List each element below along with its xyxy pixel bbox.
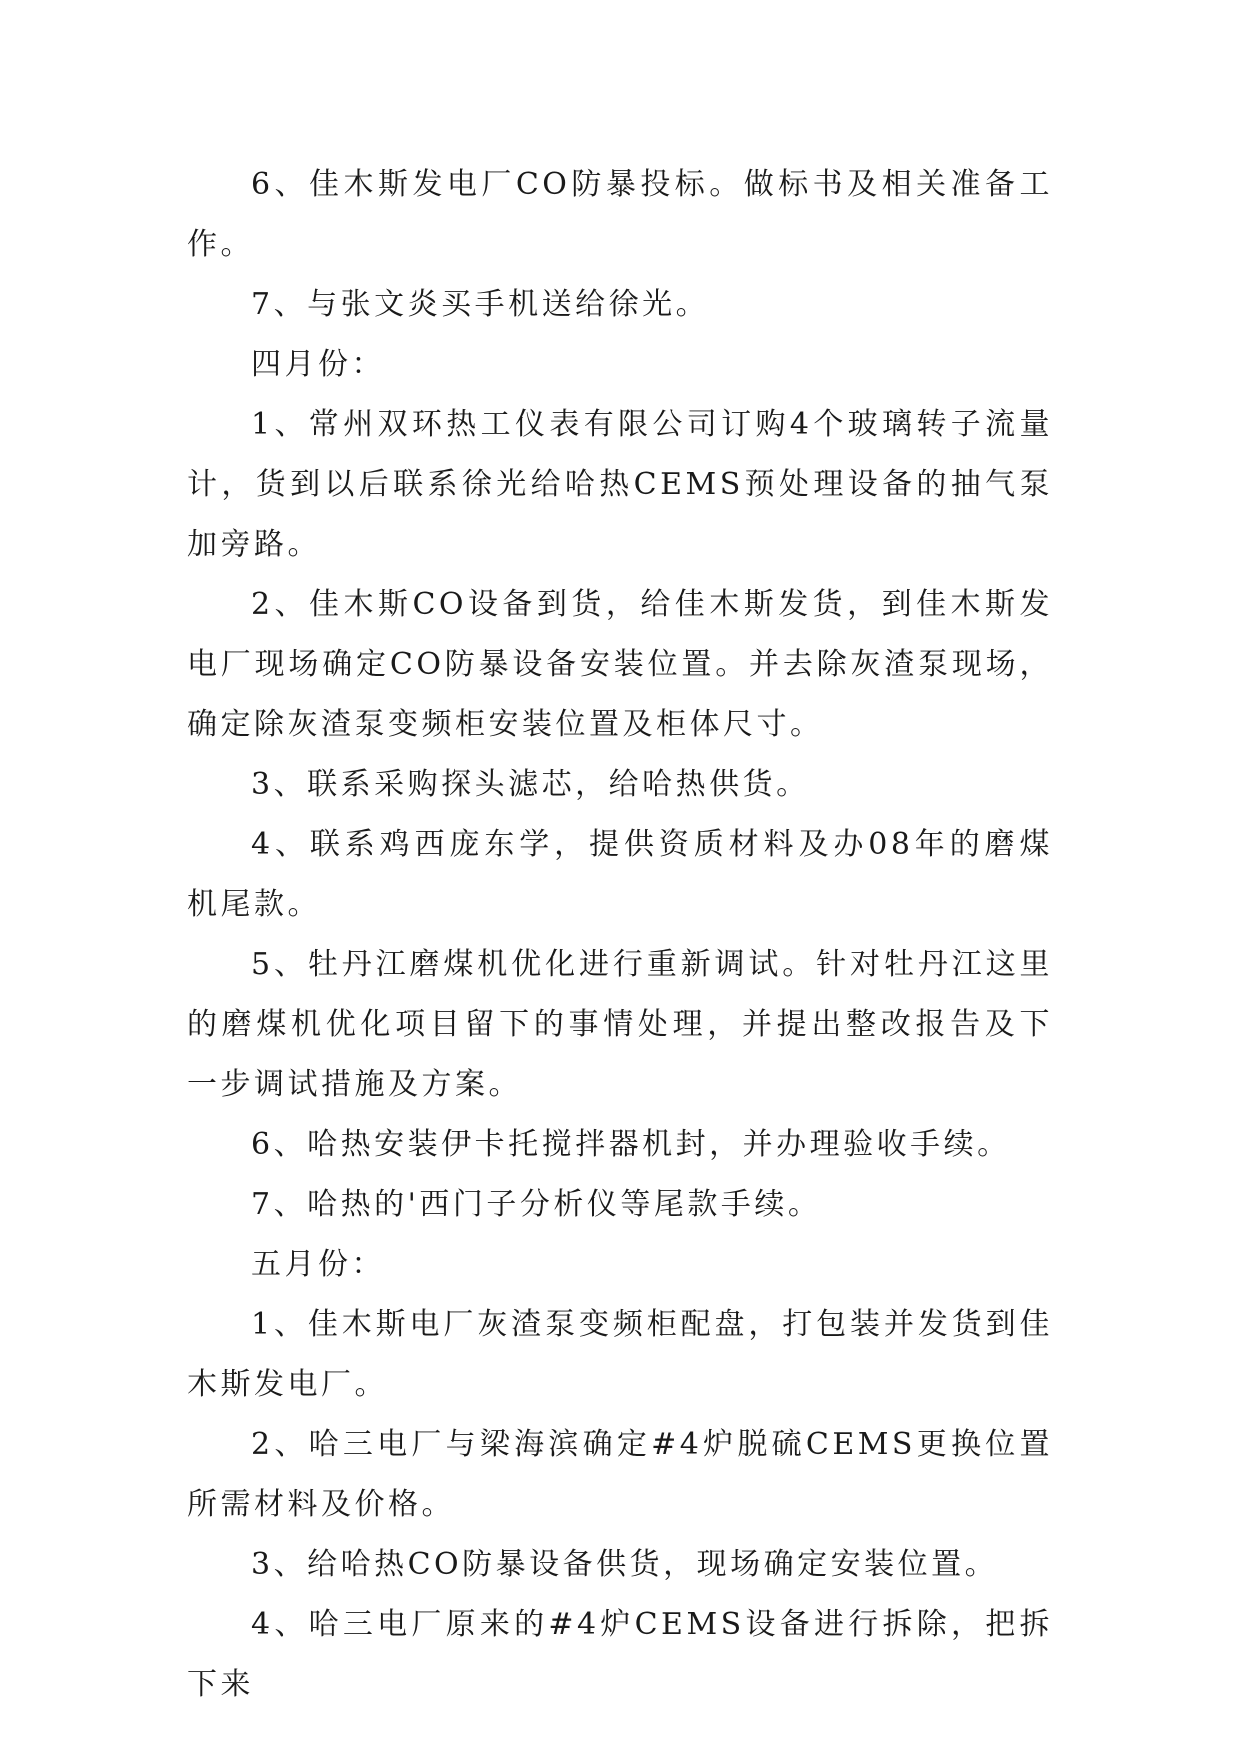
paragraph-april-2: 2、佳木斯CO设备到货，给佳木斯发货，到佳木斯发电厂现场确定CO防暴设备安装位置。并去除灰渣泵现场，确定除灰渣泵变频柜安装位置及柜体尺寸。 [187, 587, 1053, 742]
paragraph-may-4: 4、哈三电厂原来的#4炉CEMS设备进行拆除，把拆下来 [187, 1607, 1053, 1702]
paragraph-may-2: 2、哈三电厂与梁海滨确定#4炉脱硫CEMS更换位置所需材料及价格。 [187, 1427, 1053, 1522]
document-body [187, 155, 1053, 1715]
paragraph-may-1: 1、佳木斯电厂灰渣泵变频柜配盘，打包装并发货到佳木斯发电厂。 [187, 1307, 1053, 1402]
section-heading-april: 四月份： [251, 347, 385, 382]
paragraph-april-7: 7、哈热的'西门子分析仪等尾款手续。 [251, 1187, 822, 1222]
paragraph-april-1: 1、常州双环热工仪表有限公司订购4个玻璃转子流量计，货到以后联系徐光给哈热CEMS预处理设备的抽气泵加旁路。 [187, 407, 1053, 562]
paragraph-april-4: 4、联系鸡西庞东学，提供资质材料及办08年的磨煤机尾款。 [187, 827, 1053, 922]
paragraph-item-7-phone: 7、与张文炎买手机送给徐光。 [251, 287, 710, 322]
paragraph-item-6-bid: 6、佳木斯发电厂CO防暴投标。做标书及相关准备工作。 [187, 167, 1053, 262]
section-heading-may: 五月份： [251, 1247, 385, 1282]
paragraph-april-3: 3、联系采购探头滤芯，给哈热供货。 [251, 767, 810, 802]
paragraph-april-6: 6、哈热安装伊卡托搅拌器机封，并办理验收手续。 [251, 1127, 1011, 1162]
paragraph-may-3: 3、给哈热CO防暴设备供货，现场确定安装位置。 [251, 1547, 999, 1582]
paragraph-april-5: 5、牡丹江磨煤机优化进行重新调试。针对牡丹江这里的磨煤机优化项目留下的事情处理，并提出整改报告及下一步调试措施及方案。 [187, 947, 1053, 1102]
